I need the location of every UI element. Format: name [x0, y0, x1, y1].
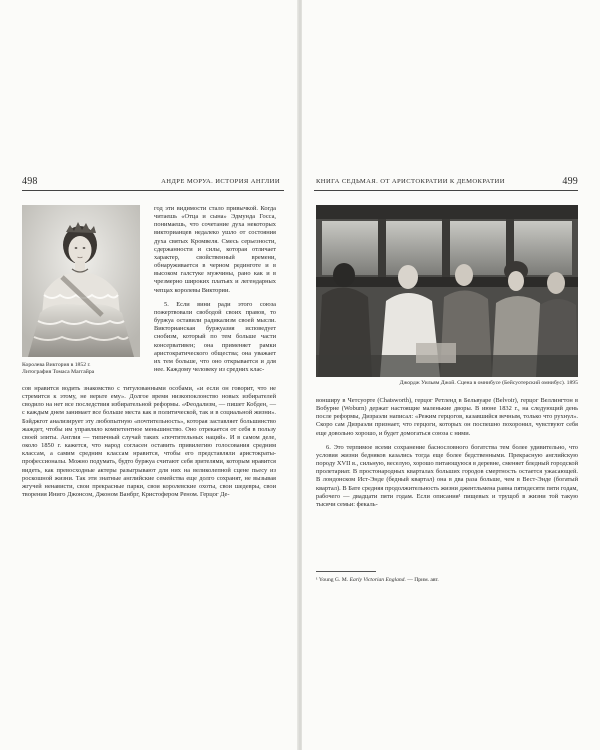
portrait-illustration [22, 205, 140, 357]
queen-victoria-portrait [22, 205, 140, 357]
omnibus-painting [316, 205, 578, 377]
portrait-caption [22, 362, 146, 376]
painting-illustration [316, 205, 578, 377]
right-text [316, 397, 578, 509]
footnote [316, 577, 578, 584]
left-running-head [22, 176, 284, 191]
left-running-title: АНДРЕ МОРУА. ИСТОРИЯ АНГЛИИ [161, 178, 280, 185]
right-running-title: КНИГА СЕДЬМАЯ. ОТ АРИСТОКРАТИИ К ДЕМОКРАТИИ [316, 178, 505, 185]
right-paragraph-2: 6. Это терпимое всеми сохранение баснословного богатства тем более удивительно, что условия жизни бедняков казались тогда еще более бедственными. Прекрасную английскую породу XVII в., сильную, веселую, хорошо питающуюся в деревне, сменяет бледный городской пролетариат. В простонародных кварталах больших городов смертность остается ужасающей. В лондонском Ист-Энде (бедный квартал) она в два раза больше, чем в Вест-Энде (богатый квартал). В Бате средняя продолжительность жизни джентльмена равна пятидесяти пяти годам, рабочего — двадцати пяти годам. Если описания¹ пищевых и трущоб в жизни той такую тысячи семьи: фекаль- [316, 443, 578, 508]
right-folio: 499 [562, 176, 578, 187]
footnote-tail: — Прим. авт. [407, 577, 439, 583]
footnote-lead: ¹ Young G. M. [316, 577, 349, 583]
painting-caption: Джордж Уильям Джой. Сцена в омнибусе (Бейсуотерский омнибус). 1895 [399, 380, 578, 386]
left-full-width-text [22, 385, 276, 499]
right-page [302, 0, 600, 750]
portrait-caption-line-2: Литография Томаса Маггайра [22, 369, 95, 375]
footnote-italic-title: Early Victorian England. [349, 577, 406, 583]
left-full-paragraph: сов нравится водить знакомство с титулованными особами, «и если он говорит, что не стремится к этому, не верьте ему». Долгое время низкопоклонство новых избирателей сводило на нет все последствия избирательной реформы. «Феодализм, — пишет Кобден, — с каждым днем занимает все больше места как в политической, так и в социальной жизни». Бэйджгот анализирует эту любопытную «почтительность», которая заставляет большинство жаждет, чтобы им управляло компетентное меньшинство. Оно отрекается от себя в пользу своей элиты. Англия — типичный случай таких «почтительных наций». И в самом деле, около 1850 г. кажется, что народ согласен оставить привилегию голосования средним классам, а самим средним классам нравится, чтобы его представляли аристократы-профессионалы. Можно подумать, будто буржуа считают себя зрителями, которым нравится видеть, как превосходные актеры разыгрывают для них на великолепной сцене пьесу из роскошной жизни. Так эти знатные английские семейства еще долго сохранят, не вызывая жгучей ненависти, свои прекрасные парки, свои королевские охоты, свои шедевры, свои творения Иниго Джонсом, Джоном Ванбрг, Кристофером Реном. Герцог Де- [22, 385, 276, 499]
right-paragraph-1: вонширу в Четсуорте (Chatsworth), герцог Ретленд в Бельвуаре (Belvoir), герцог Веллингтон в Вобурне (Woburn) держат настоящие маленькие дворы. В июне 1832 г., на следующий день после реформы, Дизраэли написал: «Режим герцогов, казавшийся вечным, только что рухнул». Скоро сам Дизраэли признает, что герцоги, которых он поспешно похоронил, чувствуют себя еще довольно хорошо, и будет домогаться союза с ними. [316, 397, 578, 437]
right-running-head [314, 176, 578, 191]
left-column-paragraph: 5. Если вини ради этого союза пожертвовали свободой своих правов, то буржуа оставили радикализм своей мысли. Викторианская буржуазия исповедует снобизм, который по тем больше части консервативен; она применяет рамки аристократического общества; она уважает их тем больше, что оно открывается и для нее. Каждому человеку из средних клас- [154, 300, 276, 373]
portrait-caption-line-1: Королева Виктория в 1852 г. [22, 362, 91, 368]
left-column-text [154, 205, 276, 374]
footnote-rule [316, 571, 376, 572]
left-page [0, 0, 298, 750]
left-folio: 498 [22, 176, 38, 187]
left-column-paragraph: год эти видимости стало привычкой. Когда читаешь «Отца и сына» Эдмунда Госса, понимаешь, что сочетание духа некоторых викторианцев недалеко ушло от состояния духа святых Кромвеля. Смесь серьезности, сдержанности и силы, которая отличает характер, свойственный времени, обнаруживается в черном рединготе и в высоком галстуке мужчины, рано как и в чрезмерно широких платьях и легендарных чепцах королевы Виктории. [154, 205, 276, 294]
